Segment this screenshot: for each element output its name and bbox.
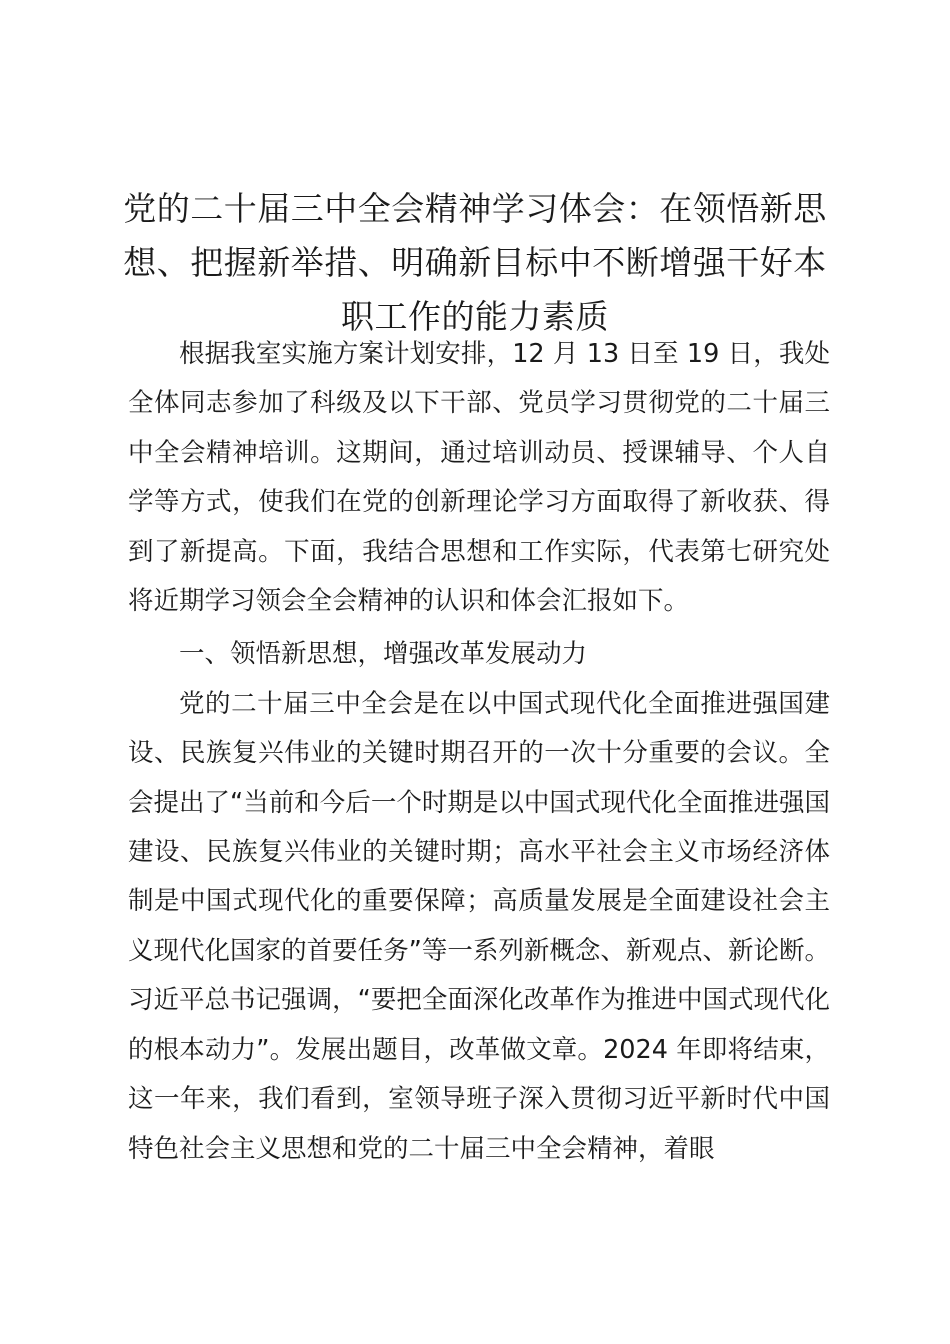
document-body [128, 330, 830, 1174]
paragraph-section-1: 党的二十届三中全会是在以中国式现代化全面推进强国建设、民族复兴伟业的关键时期召开的一次十分重要的会议。全会提出了“当前和今后一个时期是以中国式现代化全面推进强国建设、民族复兴伟业的关键时期；高水平社会主义市场经济体制是中国式现代化的重要保障；高质量发展是全面建设社会主义现代化国家的首要任务”等一系列新概念、新观点、新论断。习近平总书记强调，“要把全面深化改革作为推进中国式现代化的根本动力”。发展出题目，改革做文章。2024 年即将结束，这一年来，我们看到，室领导班子深入贯彻习近平新时代中国特色社会主义思想和党的二十届三中全会精神，着眼 [128, 688, 830, 1164]
document-title: 党的二十届三中全会精神学习体会：在领悟新思想、把握新举措、明确新目标中不断增强干好本职工作的能力素质 [123, 189, 827, 336]
paragraph-intro: 根据我室实施方案计划安排，12 月 13 日至 19 日，我处全体同志参加了科级及以下干部、党员学习贯彻党的二十届三中全会精神培训。这期间，通过培训动员、授课辅导、个人自学等方式，使我们在党的创新理论学习方面取得了新收获、得到了新提高。下面，我结合思想和工作实际，代表第七研究处将近期学习领会全会精神的认识和体会汇报如下。 [128, 339, 830, 617]
section-heading-1: 一、领悟新思想，增强改革发展动力 [179, 639, 588, 670]
